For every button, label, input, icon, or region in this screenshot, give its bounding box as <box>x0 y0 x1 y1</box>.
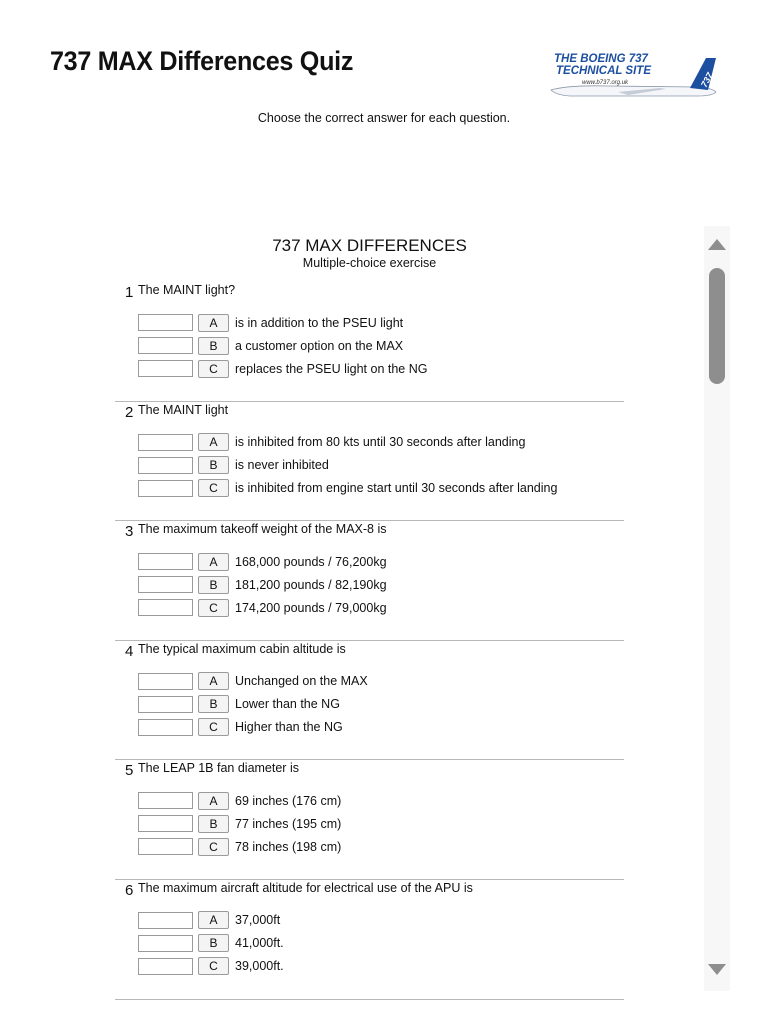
answer-input-field[interactable] <box>138 673 193 690</box>
option-letter-button[interactable]: A <box>198 553 229 571</box>
answer-option-row <box>138 311 427 334</box>
answer-option-row <box>138 955 284 978</box>
option-letter-button[interactable]: C <box>198 360 229 378</box>
option-letter-button[interactable]: A <box>198 433 229 451</box>
answer-option-row <box>138 812 341 835</box>
question-number: 1 <box>125 284 134 301</box>
answer-option-row <box>138 334 427 357</box>
answer-input-field[interactable] <box>138 935 193 952</box>
option-letter-button[interactable]: B <box>198 337 229 355</box>
instruction-text: Choose the correct answer for each question. <box>257 111 511 125</box>
quiz-heading: 737 MAX DIFFERENCES <box>272 236 467 255</box>
question-text: The typical maximum cabin altitude is <box>138 641 346 656</box>
option-text: 168,000 pounds / 76,200kg <box>235 554 387 569</box>
logo-line2: TECHNICAL SITE <box>556 65 651 77</box>
option-letter-button[interactable]: B <box>198 456 229 474</box>
option-text: replaces the PSEU light on the NG <box>235 361 428 376</box>
answer-input-field[interactable] <box>138 599 193 616</box>
question-5 <box>115 760 624 880</box>
answer-input-field[interactable] <box>138 815 193 832</box>
answer-option-row <box>138 716 368 739</box>
answer-option-row <box>138 670 368 693</box>
option-letter-button[interactable]: B <box>198 576 229 594</box>
answer-option-row <box>138 909 284 932</box>
question-text: The MAINT light? <box>138 283 236 297</box>
option-text: Higher than the NG <box>235 720 343 735</box>
question-number: 5 <box>125 762 134 780</box>
answer-input-field[interactable] <box>138 360 193 377</box>
option-text: 174,200 pounds / 79,000kg <box>235 600 387 615</box>
option-text: is in addition to the PSEU light <box>235 315 404 330</box>
answer-options <box>138 311 427 380</box>
option-text: Lower than the NG <box>235 697 340 712</box>
option-letter-button[interactable]: C <box>198 599 229 617</box>
question-text: The maximum aircraft altitude for electrical use of the APU is <box>138 880 473 895</box>
answer-input-field[interactable] <box>138 838 193 855</box>
answer-option-row <box>138 477 557 500</box>
answer-option-row <box>138 431 557 454</box>
option-text: 69 inches (176 cm) <box>235 793 342 808</box>
answer-input-field[interactable] <box>138 576 193 593</box>
option-text: 37,000ft <box>235 913 281 928</box>
option-text: 41,000ft. <box>235 936 284 951</box>
logo-tail-number: 737 <box>698 70 715 89</box>
answer-input-field[interactable] <box>138 480 193 497</box>
question-list <box>115 282 624 1000</box>
option-text: is never inhibited <box>235 458 329 473</box>
option-text: Unchanged on the MAX <box>235 674 368 689</box>
option-text: is inhibited from 80 kts until 30 seconds after landing <box>235 435 526 450</box>
answer-input-field[interactable] <box>138 553 193 570</box>
scroll-down-arrow-icon[interactable] <box>708 964 726 975</box>
answer-option-row <box>138 789 341 812</box>
option-text: 77 inches (195 cm) <box>235 816 342 831</box>
question-number: 6 <box>125 881 134 899</box>
question-4 <box>115 641 624 761</box>
answer-options <box>138 431 557 500</box>
option-text: 78 inches (198 cm) <box>235 839 342 854</box>
answer-option-row <box>138 596 387 619</box>
answer-input-field[interactable] <box>138 314 193 331</box>
quiz-scrollbar[interactable] <box>704 226 730 991</box>
answer-option-row <box>138 693 368 716</box>
answer-input-field[interactable] <box>138 457 193 474</box>
option-letter-button[interactable]: C <box>198 957 229 975</box>
question-number: 3 <box>125 523 134 541</box>
answer-option-row <box>138 550 387 573</box>
question-text: The LEAP 1B fan diameter is <box>138 761 299 776</box>
option-text: a customer option on the MAX <box>235 338 404 353</box>
answer-option-row <box>138 573 387 596</box>
answer-input-field[interactable] <box>138 719 193 736</box>
logo-line1: THE BOEING 737 <box>554 53 648 65</box>
answer-input-field[interactable] <box>138 434 193 451</box>
question-2 <box>115 402 624 522</box>
boeing-737-site-logo <box>548 48 720 100</box>
answer-option-row <box>138 835 341 858</box>
answer-input-field[interactable] <box>138 912 193 929</box>
answer-options <box>138 789 341 858</box>
page-title: 737 MAX Differences Quiz <box>50 46 354 76</box>
answer-options <box>138 670 368 739</box>
question-number: 2 <box>125 403 134 421</box>
logo-url: www.b737.org.uk <box>582 80 629 86</box>
option-text: is inhibited from engine start until 30 seconds after landing <box>235 481 558 496</box>
answer-input-field[interactable] <box>138 337 193 354</box>
option-letter-button[interactable]: A <box>198 314 229 332</box>
option-letter-button[interactable]: B <box>198 815 229 833</box>
option-letter-button[interactable]: A <box>198 672 229 690</box>
answer-option-row <box>138 932 284 955</box>
question-text: The maximum takeoff weight of the MAX-8 is <box>138 522 387 537</box>
question-6 <box>115 880 624 1000</box>
question-number: 4 <box>125 642 134 660</box>
scrollbar-thumb[interactable] <box>709 268 725 384</box>
option-letter-button[interactable]: C <box>198 838 229 856</box>
quiz-frame <box>115 226 735 1024</box>
option-letter-button[interactable]: B <box>198 695 229 713</box>
answer-option-row <box>138 454 557 477</box>
scroll-up-arrow-icon[interactable] <box>708 239 726 250</box>
answer-input-field[interactable] <box>138 696 193 713</box>
option-letter-button[interactable]: A <box>198 792 229 810</box>
option-text: 39,000ft. <box>235 959 284 974</box>
question-3 <box>115 521 624 641</box>
option-letter-button[interactable]: C <box>198 718 229 736</box>
question-text: The MAINT light <box>138 402 229 417</box>
quiz-subheading: Multiple-choice exercise <box>302 256 437 270</box>
answer-input-field[interactable] <box>138 958 193 975</box>
option-letter-button[interactable]: C <box>198 479 229 497</box>
answer-options <box>138 909 284 978</box>
option-letter-button[interactable]: B <box>198 934 229 952</box>
option-letter-button[interactable]: A <box>198 911 229 929</box>
question-1 <box>115 282 624 402</box>
answer-option-row <box>138 357 427 380</box>
answer-options <box>138 550 387 619</box>
option-text: 181,200 pounds / 82,190kg <box>235 577 387 592</box>
answer-input-field[interactable] <box>138 792 193 809</box>
